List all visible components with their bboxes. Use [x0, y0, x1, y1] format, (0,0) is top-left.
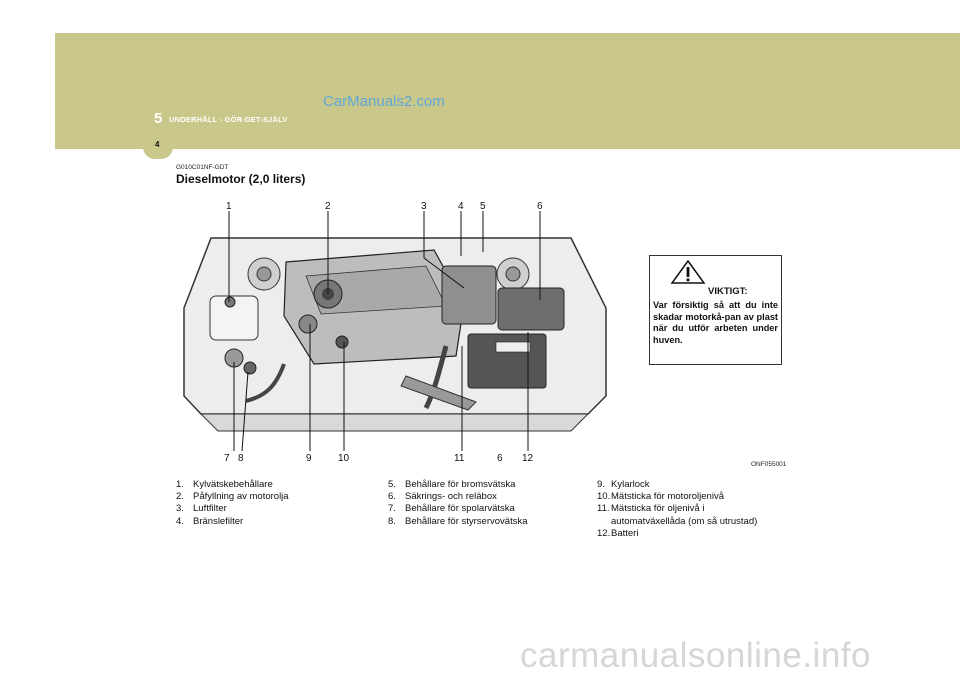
list-item: 4. Bränslefilter [176, 515, 244, 527]
list-item: 10. Mätsticka för motoroljenivå [597, 491, 724, 503]
list-item: 9. Kylarlock [597, 479, 650, 490]
chapter-title: UNDERHÅLL - GÖR-DET-SJÄLV [169, 115, 288, 124]
callout-10: 10 [338, 453, 350, 464]
list-item: 11. Mätsticka för oljenivå i automatväxellåda (om så utrustad) [597, 503, 758, 527]
list-item: 7. Behållare för spolarvätska [388, 503, 515, 515]
list-item: 5. Behållare för bromsvätska [388, 479, 516, 490]
section-title: Dieselmotor (2,0 liters) [176, 172, 306, 186]
figure-code: ONF055001 [751, 461, 787, 468]
parts-list-col2 [388, 479, 528, 528]
list-item: 1. Kylvätskebehållare [176, 479, 273, 490]
callout-6-top: 6 [537, 201, 543, 212]
header-band [55, 33, 960, 149]
watermark-link[interactable]: CarManuals2.com [323, 93, 445, 110]
callout-2: 2 [325, 201, 331, 212]
list-item: 3. Luftfilter [176, 503, 227, 515]
callout-12: 12 [522, 453, 534, 464]
callout-1: 1 [226, 201, 232, 212]
list-item: 8. Behållare för styrservovätska [388, 515, 528, 527]
callout-7: 7 [224, 453, 230, 464]
callout-8: 8 [238, 453, 244, 464]
parts-list-col3 [597, 479, 757, 540]
callout-9: 9 [306, 453, 312, 464]
warning-text: Var försiktig så att du inte skadar motorkå-pan av plast när du utför arbeten under huven. [653, 300, 778, 345]
list-item: 12. Batteri [597, 527, 639, 539]
page-number: 4 [155, 140, 160, 149]
callout-5: 5 [480, 201, 486, 212]
callout-11: 11 [454, 453, 465, 464]
list-item: 6. Säkrings- och reläbox [388, 491, 497, 503]
engine-bay-illustration [176, 196, 616, 466]
warning-title: VIKTIGT: [708, 286, 748, 297]
callout-6-bottom: 6 [497, 453, 503, 464]
list-item: 2. Påfyllning av motorolja [176, 491, 289, 503]
callout-4: 4 [458, 201, 464, 212]
callout-3: 3 [421, 201, 427, 212]
parts-list-col1 [176, 479, 289, 528]
watermark-bottom-link[interactable]: carmanualsonline.info [520, 636, 871, 675]
warning-triangle-icon [670, 260, 706, 284]
chapter-number: 5 [154, 110, 163, 127]
section-ref-code: G010C01NF-GDT [176, 164, 229, 171]
warning-box [649, 255, 782, 365]
